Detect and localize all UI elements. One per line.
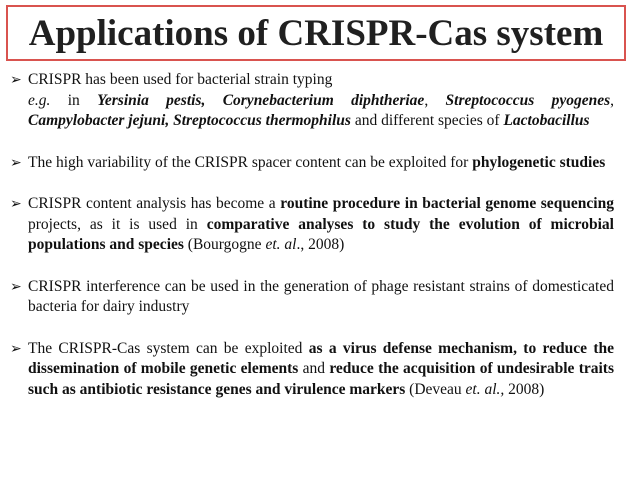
species-lactobacillus: Lactobacillus: [503, 112, 590, 129]
b3-t4: ., 2008): [296, 236, 345, 253]
bullet-strain-typing: [10, 70, 614, 132]
b3-b2: comparative analyses to study the evolution of microbial populations and species: [28, 215, 614, 253]
species-streptococcus-pyogenes: Streptococcus pyogenes: [445, 91, 611, 109]
b5-t4: 2008): [504, 380, 545, 398]
b5-etal: et. al.,: [465, 380, 505, 398]
arrow-bullet-icon: ➢: [10, 278, 22, 295]
species-campylobacter: Campylobacter jejuni,: [28, 112, 170, 129]
b5-t1: The CRISPR-Cas system can be exploited: [28, 339, 309, 357]
bullet-list: [10, 70, 614, 400]
arrow-bullet-icon: ➢: [10, 72, 22, 88]
species-corynebacterium: Corynebacterium diphtheriae: [222, 91, 425, 109]
b2-text: The high variability of the CRISPR spacer content can be exploited for: [28, 153, 473, 171]
b1-comma2: ,: [610, 91, 614, 109]
b5-b2: reduce the acquisition of undesirable traits such as antibiotic resistance genes and virulence markers: [28, 360, 615, 398]
b2-bold: phylogenetic studies: [472, 153, 606, 171]
species-streptococcus-thermophilus: Streptococcus thermophilus: [173, 112, 351, 129]
b5-b1: as a virus defense mechanism, to reduce the dissemination of mobile genetic elements: [28, 339, 614, 377]
arrow-bullet-icon: ➢: [10, 154, 22, 171]
b5-t3: (Deveau: [405, 380, 466, 398]
b1-line1: CRISPR has been used for bacterial strain typing: [28, 71, 333, 88]
b1-comma1: ,: [424, 91, 429, 109]
b1-in: in: [50, 91, 98, 109]
title-box: [6, 5, 626, 61]
b5-t2: and: [298, 360, 330, 377]
arrow-bullet-icon: ➢: [10, 196, 22, 212]
bullet-virus-defense: [10, 339, 614, 401]
bullet-phage-resistance: [10, 277, 614, 318]
b3-t3: (Bourgogne: [183, 236, 266, 253]
b3-b1: routine procedure in bacterial genome sequencing: [280, 195, 614, 212]
b1-eg: e.g.: [28, 91, 51, 109]
b4-text: CRISPR interference can be used in the generation of phage resistant strains of domesticated bacteria for dairy industry: [28, 277, 614, 315]
b1-mid: and different species of: [350, 112, 504, 129]
b3-etal: et. al: [265, 236, 297, 253]
slide-title: Applications of CRISPR-Cas system: [28, 12, 604, 54]
species-yersinia: Yersinia pestis,: [97, 91, 206, 109]
b3-t1: CRISPR content analysis has become a: [28, 195, 281, 212]
arrow-bullet-icon: ➢: [10, 340, 22, 357]
b3-t2: projects, as it is used in: [28, 215, 207, 233]
bullet-phylogenetic: [10, 153, 614, 174]
bullet-genome-sequencing: [10, 194, 614, 256]
